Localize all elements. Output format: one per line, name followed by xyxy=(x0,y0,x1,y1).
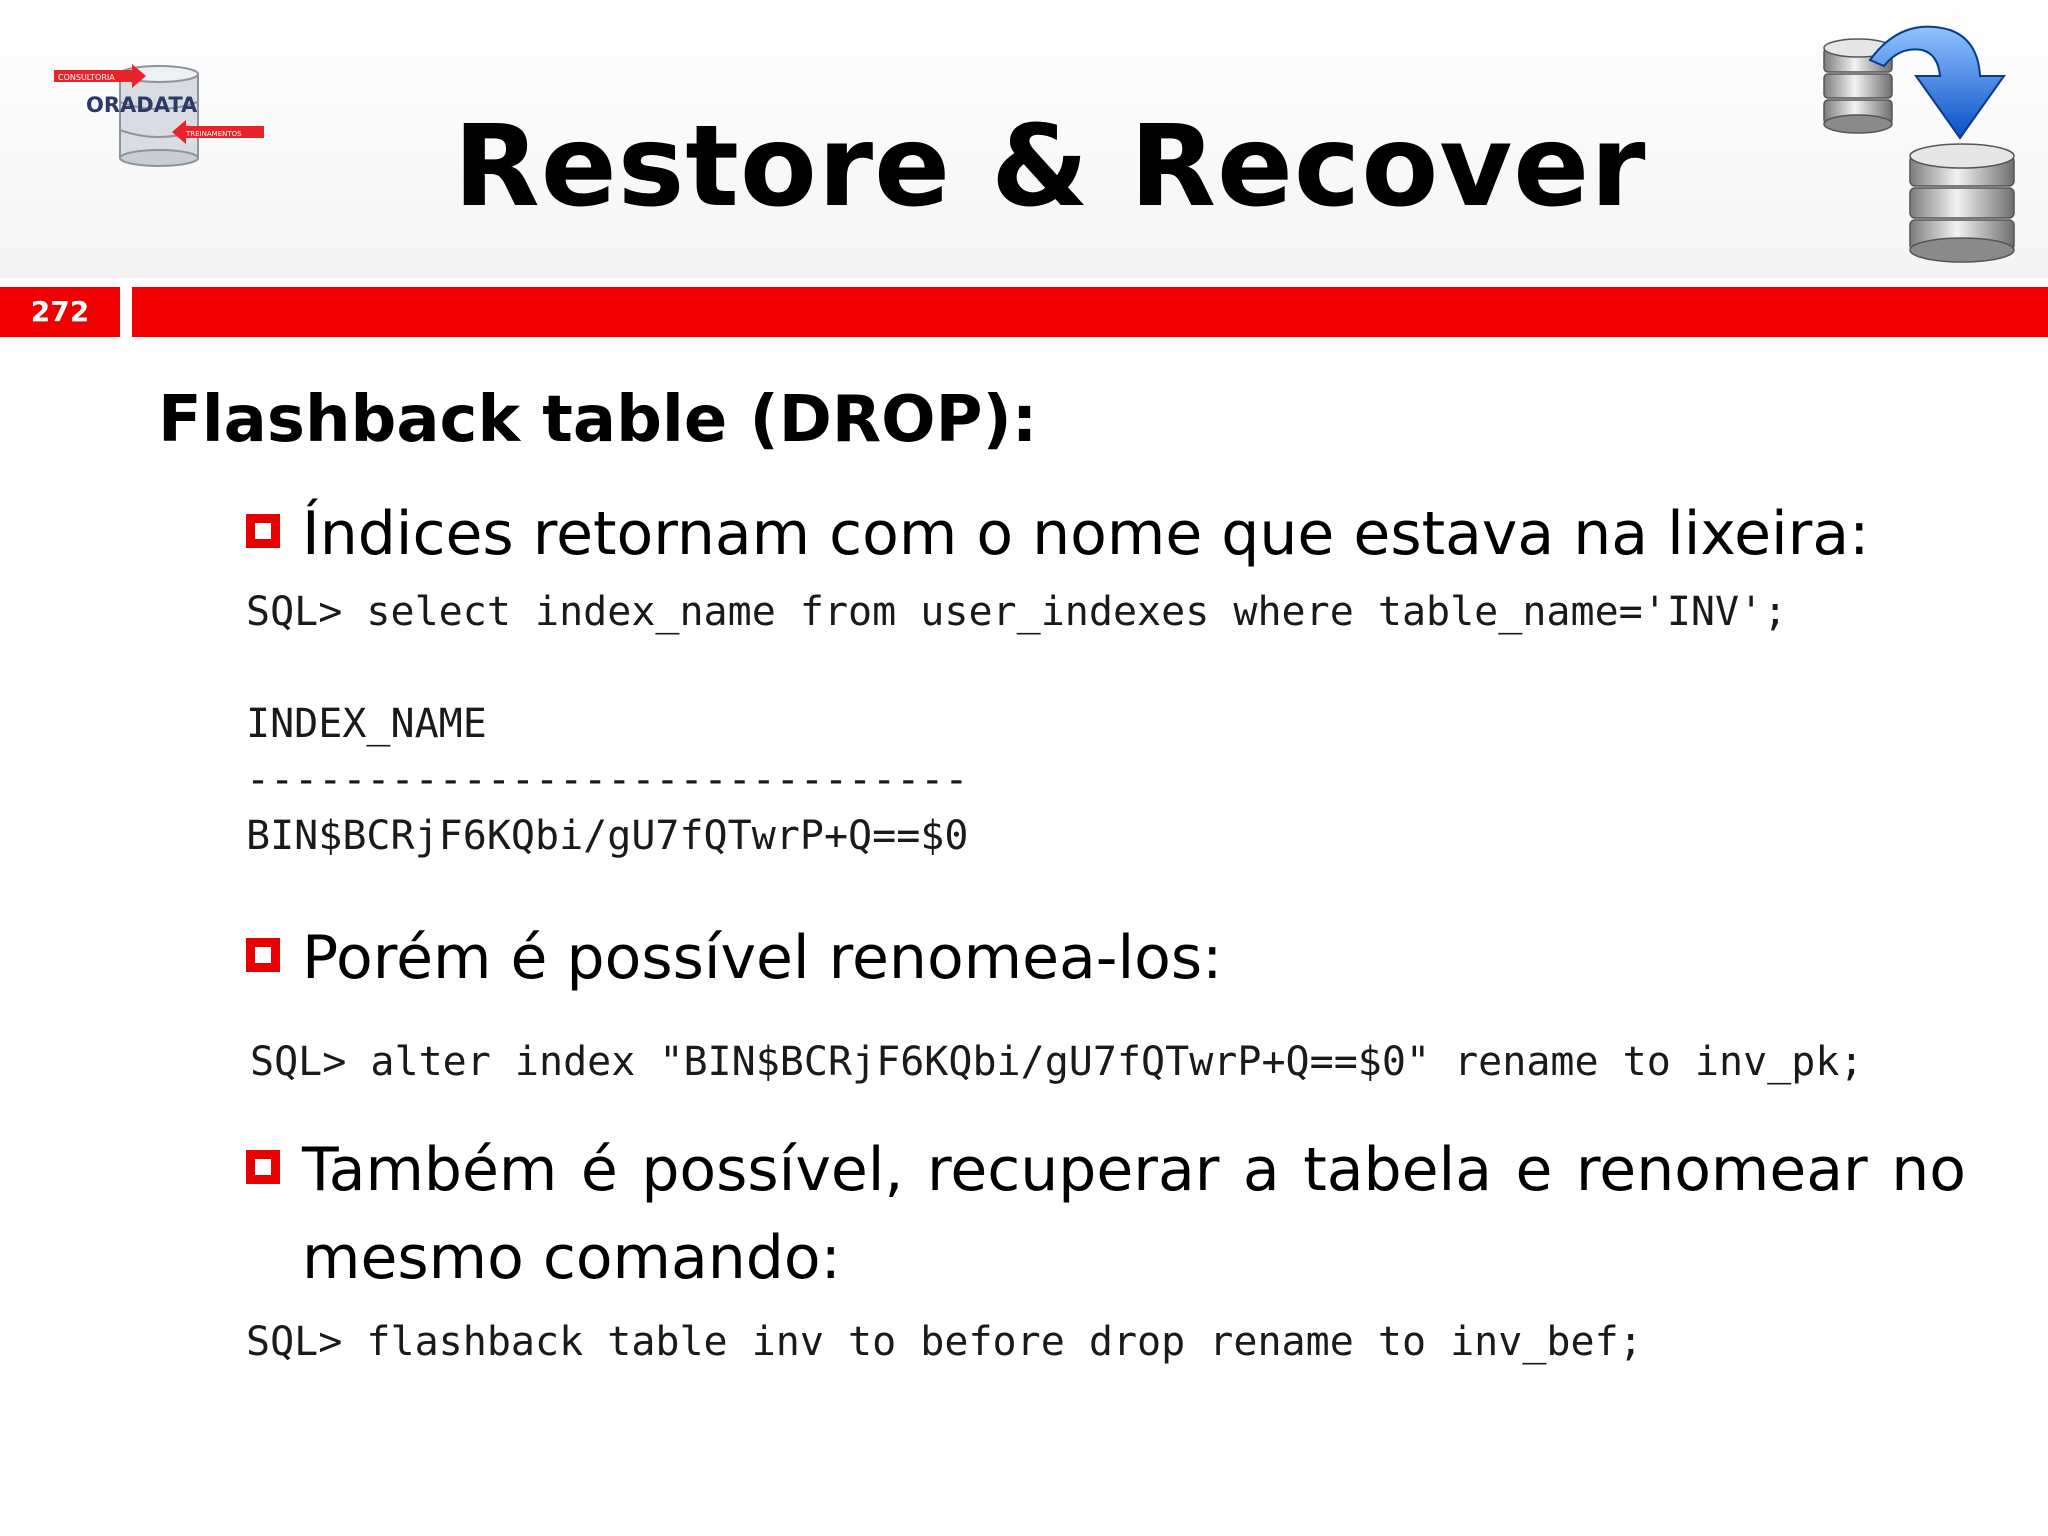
database-restore-icon xyxy=(1818,16,2024,266)
logo-top-tag: CONSULTORIA xyxy=(58,73,115,82)
logo-bottom-tag: TREINAMENTOS xyxy=(186,130,242,138)
bullet-indices xyxy=(246,490,1966,578)
code-column-header: INDEX_NAME xyxy=(246,701,487,747)
bullet-rename xyxy=(246,914,1966,1002)
target-database-icon xyxy=(1910,144,2014,262)
code-separator: ------------------------------ xyxy=(246,757,969,803)
slide-title: Restore & Recover xyxy=(453,102,1647,232)
code-select-query: SQL> select index_name from user_indexes where table_name='INV'; xyxy=(246,589,1788,635)
bullet-text: Índices retornam com o nome que estava na lixeira: xyxy=(302,499,1870,569)
bullet-square-icon xyxy=(246,514,280,548)
code-flashback-table: SQL> flashback table inv to before drop rename to inv_bef; xyxy=(246,1319,1643,1365)
bullet-text: Também é possível, recuperar a tabela e renomear no mesmo comando: xyxy=(302,1135,1966,1293)
section-heading: Flashback table (DROP): xyxy=(158,383,1038,457)
bullet-flashback-rename xyxy=(246,1126,1966,1302)
bullet-text: Porém é possível renomea-los: xyxy=(302,923,1223,993)
page-number: 272 xyxy=(30,295,90,328)
code-alter-index: SQL> alter index "BIN$BCRjF6KQbi/gU7fQTwrP+Q==$0" rename to inv_pk; xyxy=(250,1039,1864,1085)
title-divider-bar xyxy=(132,287,2048,337)
logo-wordmark: ORADATA xyxy=(86,93,198,117)
bullet-square-icon xyxy=(246,938,280,972)
bullet-square-icon xyxy=(246,1150,280,1184)
code-index-name-value: BIN$BCRjF6KQbi/gU7fQTwrP+Q==$0 xyxy=(246,813,969,859)
